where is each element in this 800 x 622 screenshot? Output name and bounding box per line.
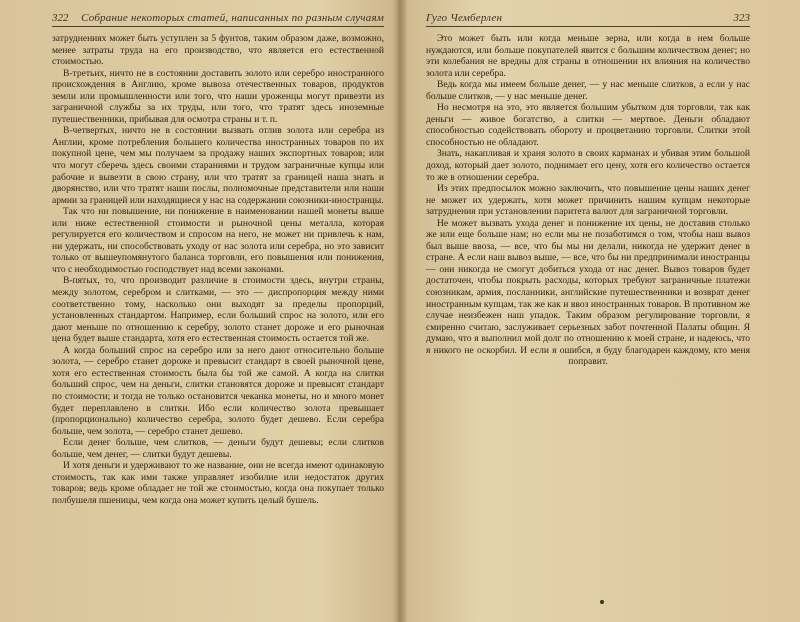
left-running-head [52,12,384,27]
paragraph: В-четвертых, ничто не в состоянии вызвать отлив золота или серебра из Англии, кроме потребления большего количества иностранных товаров по их покупной цене, чем мы получаем за продажу наших экспортных товаров; или что могут сберечь здесь своими стараниями и трудом заграничные купцы или рабочие и вывезти в свою страну, или что тратят за границей наша знать и дворянство, или что тратят наши послы, полномочные представители или наши армии за границей или находящиеся у нас на содержании союзники-иностранцы. [52,125,384,206]
right-page-text [426,33,750,368]
paragraph: Из этих предпосылок можно заключить, что повышение цены наших денег не может их удержать, хотя может причинить нашим купцам некоторые затруднения при установлении паритета валют для заграничной торговли. [426,183,750,218]
left-page-text [52,33,384,506]
left-running-title: Собрание некоторых статей, написанных по разным случаям [81,12,384,24]
paragraph: В-третьих, ничто не в состоянии доставить золото или серебро иностранного происхождения в Англию, кроме вывоза отечественных товаров, продуктов земли или промышленности или того, что наши уроженцы могут привезти из заграничной службы за их труды, или того, что тратят здесь иноземные путешественники, прибывая для осмотра страны и т. п. [52,67,384,125]
paragraph: Знать, накапливая и храня золото в своих карманах и убивая этим большой доход, который дает золото, поднимает его цену, хотя его количество остается то же в отношении серебра. [426,148,750,183]
paragraph: В-пятых, то, что производит различие в стоимости здесь, внутри страны, между золотом, серебром и слитками, — это — диспропорция между ними соответственно тому, насколько они выходят за пределы пропорций, установленных стандартом. Например, если больший спрос на золото, или его дают меньше по отношению к серебру, золото станет дороже и его рыночная цена будет выше стандарта, хотя его естественная стоимость остается той же. [52,275,384,345]
paragraph: Но несмотря на это, это является большим убытком для торговли, так как деньги — живое богатство, а слитки — мертвое. Деньги обладают способностью содействовать обороту и процветанию торговли. Слитки этой способностью не обладают. [426,102,750,148]
paragraph: Так что ни повышение, ни понижение в наименовании нашей монеты выше или ниже естественной стоимости и рыночной цены металла, которая регулируется его количеством и спросом на него, не может ни привлечь к нам, ни удержать, ни способствовать уходу от нас золота или серебра, но это зависит только от вышеупомянутого баланса торговли, его повышения или понижения, что с необходимостью господствует над всеми законами. [52,206,384,275]
paragraph: И хотя деньги и удерживают то же название, они не всегда имеют одинаковую стоимость, так как ими также управляет изобилие или недостаток других товаров; ведь кроме обладает не той же стоимостью, когда она покупает только полбушеля пшеницы, чем когда она может купить целый бушель. [52,460,384,506]
right-running-title: Гуго Чемберлен [426,12,503,24]
paragraph: Если денег больше, чем слитков, — деньги будут дешевы; если слитков больше, чем денег, — слитки будут дешевы. [52,437,384,460]
paragraph: затруднениях может быть уступлен за 5 фунтов, таким образом даже, возможно, менее затраты труда на его производство, что является его естественной стоимостью. [52,33,384,68]
right-page-number: 323 [733,12,750,24]
paragraph: Ведь когда мы имеем больше денег, — у нас меньше слитков, а если у нас больше слитков, — у нас меньше денег. [426,79,750,102]
right-running-head [426,12,750,27]
page-ornament-dot [600,600,604,604]
left-page-number: 322 [52,12,69,24]
paragraph: Не может вызвать ухода денег и понижение их цены, не доставив столько же или еще больше нам; но если мы не позаботимся о том, чтобы наш вывоз был выше ввоза, — все, что бы мы ни делали, никогда не удержит денег в стране. А если наш вывоз выше, — все, что бы ни предпринимали иностранцы — они никогда не смогут добиться ухода от нас денег. Вывоз товаров будет достаточен, чтобы покрыть расходы, которых требуют заграничные платежи союзникам, армия, посланники, английские путешественники и возврат денег иностранным купцам, так же как и ввоз иностранных товаров. В противном же случае неизбежен наш упадок. Таким образом регулирование торговли, я смиренно считаю, заслуживает серьезных забот почтенной Палаты общин. Я думаю, что я выполнил мой долг по отношению к моей стране, и надеюсь, что я никого не оскорбил. И если я ошибся, я буду благодарен каждому, кто меня поправит. [426,217,750,368]
left-page [0,0,398,622]
paragraph: А когда больший спрос на серебро или за него дают относительно больше золота, — серебро станет дороже и превысит стандарт в своей рыночной цене, хотя его естественная стоимость была бы той же самой. А когда на слитки больший спрос, чем на деньги, слитки становятся дороже и превысят стандарт по стоимости; и тогда не только остановится чеканка монеты, но и много монет будет переплавлено в слитки. Ибо если количество золота превышает (пропорционально) количество серебра, золото будет дешево. Если серебра больше, чем золота, — серебро станет дешево. [52,344,384,437]
paragraph: Это может быть или когда меньше зерна, или когда в нем больше нуждаются, или больше покупателей явится с большим количеством денег; но эти колебания не вредны для страны в отношении их влияния на количество золота или серебра. [426,33,750,79]
right-page [402,0,800,622]
